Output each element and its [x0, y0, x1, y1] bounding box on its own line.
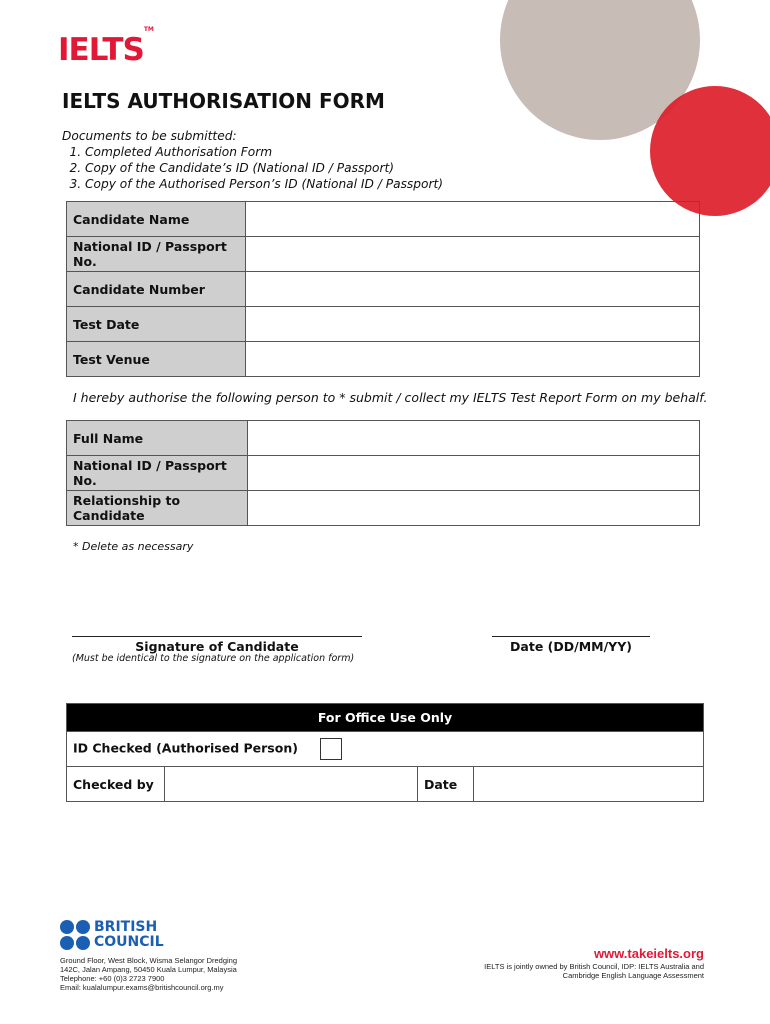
relationship-field[interactable]: [248, 491, 700, 526]
document-item: 2. Copy of the Candidate’s ID (National ID / Passport): [85, 160, 443, 176]
date-signature-label: Date (DD/MM/YY): [510, 639, 632, 654]
id-checked-checkbox[interactable]: [320, 738, 342, 760]
table-row: [67, 237, 700, 272]
candidate-id-label: National ID / Passport No.: [67, 237, 246, 272]
table-row: [67, 272, 700, 307]
full-name-field[interactable]: [248, 421, 700, 456]
candidate-details-table: [66, 201, 700, 377]
candidate-id-field[interactable]: [246, 237, 700, 272]
test-venue-field[interactable]: [246, 342, 700, 377]
table-row: [67, 456, 700, 491]
authorisation-statement: I hereby authorise the following person to * submit / collect my IELTS Test Report Form on my behalf.: [73, 390, 708, 405]
delete-note: * Delete as necessary: [73, 540, 194, 553]
table-row: [67, 421, 700, 456]
checked-by-label: Checked by: [67, 767, 165, 802]
table-row: [67, 767, 704, 802]
authorised-id-label: National ID / Passport No.: [67, 456, 248, 491]
id-checked-label: ID Checked (Authorised Person): [73, 740, 298, 756]
candidate-name-label: Candidate Name: [67, 202, 246, 237]
british-council-dots-icon: [60, 920, 94, 952]
office-date-label: Date: [418, 767, 474, 802]
candidate-signature-line[interactable]: [72, 636, 362, 637]
table-row: [67, 307, 700, 342]
website-link[interactable]: www.takeielts.org: [593, 946, 704, 961]
test-venue-label: Test Venue: [67, 342, 246, 377]
test-date-label: Test Date: [67, 307, 246, 342]
table-row: [67, 491, 700, 526]
decorative-red-circle: [650, 86, 770, 216]
document-item: 3. Copy of the Authorised Person’s ID (National ID / Passport): [85, 176, 443, 192]
table-row: [67, 732, 704, 767]
candidate-number-label: Candidate Number: [67, 272, 246, 307]
signature-note: (Must be identical to the signature on the application form): [72, 653, 355, 664]
authorised-person-table: [66, 420, 700, 526]
british-council-name: BRITISH COUNCIL: [94, 919, 164, 950]
documents-list: [62, 128, 443, 192]
office-use-table: [66, 703, 704, 802]
checked-by-field[interactable]: [165, 767, 418, 802]
full-name-label: Full Name: [67, 421, 248, 456]
office-date-field[interactable]: [474, 767, 704, 802]
candidate-number-field[interactable]: [246, 272, 700, 307]
office-address: Ground Floor, West Block, Wisma Selangor Dredging 142C, Jalan Ampang, 50450 Kuala Lumpur, Malaysia Telephone: +60 (0)3 2723 7900 Email: kualalumpur.exams@britishcouncil.org.my: [60, 956, 238, 992]
office-use-header: For Office Use Only: [67, 704, 704, 732]
date-signature-line[interactable]: [492, 636, 650, 637]
documents-heading: Documents to be submitted:: [62, 129, 237, 143]
id-checked-cell: [67, 732, 704, 767]
document-item: 1. Completed Authorisation Form: [85, 144, 443, 160]
candidate-name-field[interactable]: [246, 202, 700, 237]
ownership-note: IELTS is jointly owned by British Council, IDP: IELTS Australia and Cambridge English Language Assessment: [484, 962, 704, 980]
table-row: [67, 704, 704, 732]
candidate-signature-label: Signature of Candidate: [135, 639, 299, 654]
authorised-id-field[interactable]: [248, 456, 700, 491]
relationship-label: Relationship to Candidate: [67, 491, 248, 526]
table-row: [67, 342, 700, 377]
table-row: [67, 202, 700, 237]
page-title: IELTS AUTHORISATION FORM: [62, 89, 385, 113]
test-date-field[interactable]: [246, 307, 700, 342]
ielts-logo: IELTS™: [58, 25, 154, 68]
